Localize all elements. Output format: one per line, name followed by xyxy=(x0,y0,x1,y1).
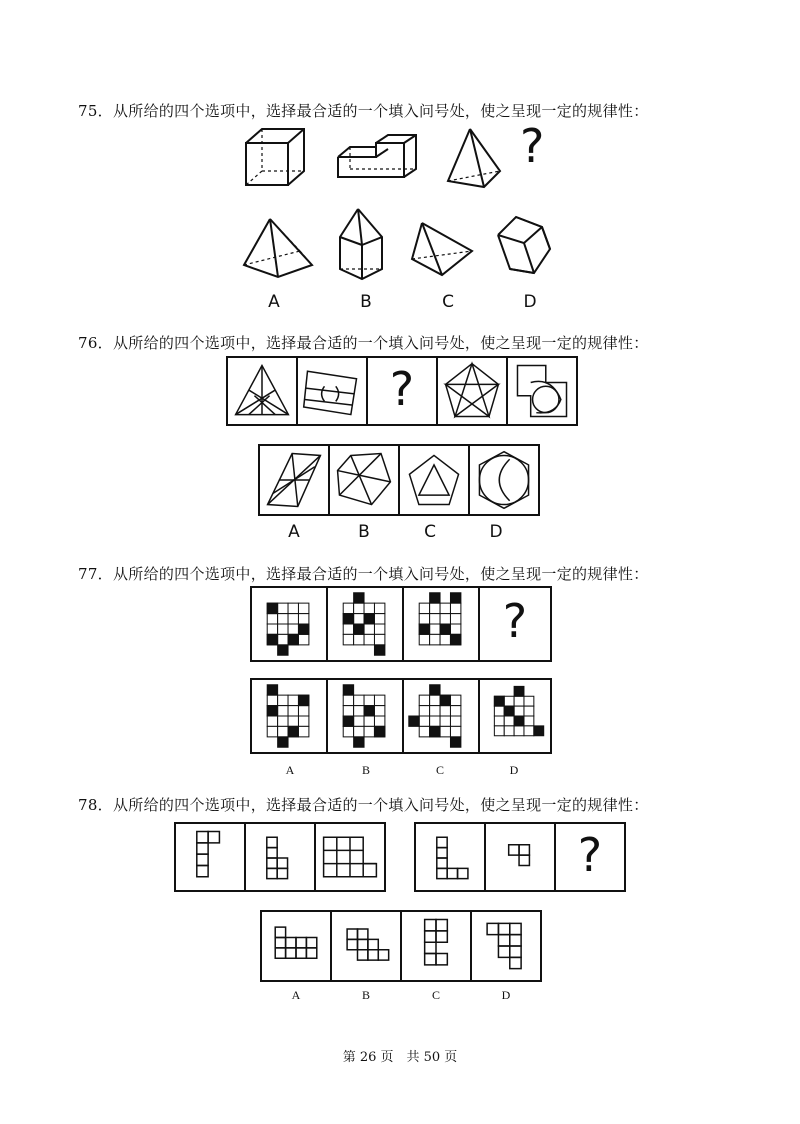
q78-option-a[interactable] xyxy=(260,910,332,982)
grid-cell xyxy=(288,716,298,726)
q78-stem-6 xyxy=(554,822,626,892)
q76-label-b: B xyxy=(358,522,370,542)
grid-cell xyxy=(450,614,460,624)
grid-cell xyxy=(419,603,429,613)
q76-stem-row xyxy=(226,356,576,426)
grid-cell xyxy=(354,614,364,624)
black-square xyxy=(288,634,298,644)
grid-cell xyxy=(514,706,524,716)
grid-cell xyxy=(494,706,504,716)
q76-stem-4 xyxy=(436,356,508,426)
black-square xyxy=(298,695,308,705)
q75-label-a: A xyxy=(268,292,280,312)
grid-cell xyxy=(267,624,277,634)
grid-cell xyxy=(343,695,353,705)
q77-option-a[interactable] xyxy=(250,678,328,754)
grid-cell xyxy=(430,716,440,726)
grid-cell xyxy=(440,614,450,624)
q75-label-c: C xyxy=(442,292,454,312)
black-square xyxy=(364,706,374,716)
pyramid-figure xyxy=(444,125,504,190)
grid-cell xyxy=(364,624,374,634)
grid-cell xyxy=(278,695,288,705)
grid-cell xyxy=(364,634,374,644)
black-square xyxy=(450,593,460,603)
q76-stem-1 xyxy=(226,356,298,426)
black-square xyxy=(343,716,353,726)
grid-cell xyxy=(298,726,308,736)
grid-cell xyxy=(514,726,524,736)
grid-cell xyxy=(374,695,384,705)
black-square xyxy=(374,726,384,736)
black-square xyxy=(354,593,364,603)
q78-option-row xyxy=(260,910,540,982)
grid-cell xyxy=(419,695,429,705)
grid-cell xyxy=(267,726,277,736)
black-square xyxy=(298,624,308,634)
q77-option-c[interactable] xyxy=(402,678,480,754)
black-square xyxy=(430,593,440,603)
grid-cell xyxy=(364,695,374,705)
grid-cell xyxy=(278,624,288,634)
question-76-text: 76．从所给的四个选项中，选择最合适的一个填入问号处，使之呈现一定的规律性： xyxy=(78,334,649,352)
black-square xyxy=(267,603,277,613)
grid-cell xyxy=(430,695,440,705)
grid-cell xyxy=(419,716,429,726)
grid-cell xyxy=(298,603,308,613)
q75-options xyxy=(240,205,570,285)
grid-cell xyxy=(514,696,524,706)
grid-cell xyxy=(440,603,450,613)
grid-cell xyxy=(524,696,534,706)
grid-cell xyxy=(298,716,308,726)
grid-cell xyxy=(450,603,460,613)
grid-cell xyxy=(374,603,384,613)
q77-label-b: B xyxy=(361,763,370,777)
grid-cell xyxy=(430,634,440,644)
grid-cell xyxy=(504,696,514,706)
grid-cell xyxy=(278,603,288,613)
q76-stem-5 xyxy=(506,356,578,426)
black-square xyxy=(430,685,440,695)
grid-cell xyxy=(298,706,308,716)
grid-cell xyxy=(419,614,429,624)
black-square xyxy=(354,737,364,747)
grid-cell xyxy=(374,716,384,726)
q78-stem-1 xyxy=(174,822,246,892)
grid-cell xyxy=(288,624,298,634)
q77-label-d: D xyxy=(509,763,519,777)
grid-cell xyxy=(450,695,460,705)
grid-cell xyxy=(494,726,504,736)
grid-cell xyxy=(354,726,364,736)
q76-option-c[interactable] xyxy=(398,444,470,516)
grid-cell xyxy=(288,695,298,705)
grid-cell xyxy=(343,726,353,736)
q78-label-c: C xyxy=(431,988,440,1002)
black-square xyxy=(364,614,374,624)
grid-cell xyxy=(450,624,460,634)
black-square xyxy=(514,716,524,726)
q75-option-a-figure[interactable] xyxy=(240,215,316,279)
q77-option-d[interactable] xyxy=(478,678,552,754)
black-square xyxy=(494,696,504,706)
black-square xyxy=(430,726,440,736)
grid-cell xyxy=(267,614,277,624)
q78-label-a: A xyxy=(291,988,301,1002)
grid-cell xyxy=(354,716,364,726)
q76-option-a[interactable] xyxy=(258,444,330,516)
grid-cell xyxy=(278,726,288,736)
black-square xyxy=(278,737,288,747)
black-square xyxy=(440,624,450,634)
grid-cell xyxy=(267,695,277,705)
black-square xyxy=(450,737,460,747)
black-square xyxy=(343,685,353,695)
q77-option-b[interactable] xyxy=(326,678,404,754)
question-77-text: 77．从所给的四个选项中，选择最合适的一个填入问号处，使之呈现一定的规律性： xyxy=(78,565,649,583)
black-square xyxy=(278,645,288,655)
black-square xyxy=(374,645,384,655)
grid-cell xyxy=(419,726,429,736)
black-square xyxy=(419,624,429,634)
black-square xyxy=(450,634,460,644)
grid-cell xyxy=(278,634,288,644)
q76-stem-2 xyxy=(296,356,368,426)
black-square xyxy=(343,614,353,624)
q75-option-c-figure[interactable] xyxy=(408,219,476,279)
q78-option-d[interactable] xyxy=(470,910,542,982)
q75-label-d: D xyxy=(523,292,537,312)
black-square xyxy=(288,726,298,736)
grid-cell xyxy=(278,614,288,624)
grid-cell xyxy=(524,706,534,716)
q78-label-d: D xyxy=(501,988,511,1002)
grid-cell xyxy=(298,634,308,644)
q78-question-mark: ? xyxy=(577,828,603,882)
grid-cell xyxy=(440,706,450,716)
q77-stem-1 xyxy=(250,586,328,662)
q78-stem-3 xyxy=(314,822,386,892)
q76-option-d[interactable] xyxy=(468,444,540,516)
grid-cell xyxy=(430,706,440,716)
grid-cell xyxy=(374,614,384,624)
black-square xyxy=(267,685,277,695)
grid-cell xyxy=(354,706,364,716)
grid-cell xyxy=(450,726,460,736)
q76-label-c: C xyxy=(424,522,436,542)
question-78-text: 78．从所给的四个选项中，选择最合适的一个填入问号处，使之呈现一定的规律性： xyxy=(78,796,649,814)
q78-option-c[interactable] xyxy=(400,910,472,982)
grid-cell xyxy=(430,603,440,613)
black-square xyxy=(267,706,277,716)
page-footer: 第 26 页 共 50 页 xyxy=(342,1050,458,1065)
grid-cell xyxy=(267,716,277,726)
q76-option-row xyxy=(258,444,538,516)
q78-stem-2 xyxy=(244,822,316,892)
grid-cell xyxy=(288,706,298,716)
grid-cell xyxy=(343,634,353,644)
grid-cell xyxy=(374,634,384,644)
grid-cell xyxy=(374,706,384,716)
black-square xyxy=(440,695,450,705)
q75-option-b-figure[interactable] xyxy=(332,205,392,285)
black-square xyxy=(354,624,364,634)
grid-cell xyxy=(374,624,384,634)
grid-cell xyxy=(430,614,440,624)
question-75-text: 75．从所给的四个选项中，选择最合适的一个填入问号处，使之呈现一定的规律性： xyxy=(78,102,649,120)
black-square xyxy=(409,716,419,726)
black-square xyxy=(514,686,524,696)
grid-cell xyxy=(364,726,374,736)
l-prism-figure xyxy=(332,133,422,193)
q78-label-b: B xyxy=(361,988,370,1002)
q77-label-c: C xyxy=(435,763,444,777)
grid-cell xyxy=(440,634,450,644)
q75-label-b: B xyxy=(360,292,372,312)
q77-stem-row xyxy=(250,586,552,662)
q76-option-b[interactable] xyxy=(328,444,400,516)
q78-option-b[interactable] xyxy=(330,910,402,982)
grid-cell xyxy=(354,603,364,613)
q76-label-d: D xyxy=(489,522,503,542)
q77-option-row xyxy=(250,678,552,754)
grid-cell xyxy=(494,716,504,726)
grid-cell xyxy=(450,706,460,716)
grid-cell xyxy=(364,603,374,613)
q78-stem-5 xyxy=(484,822,556,892)
grid-cell xyxy=(419,634,429,644)
grid-cell xyxy=(288,603,298,613)
grid-cell xyxy=(354,695,364,705)
grid-cell xyxy=(524,716,534,726)
black-square xyxy=(504,706,514,716)
q75-question-mark: ? xyxy=(520,119,545,173)
grid-cell xyxy=(504,726,514,736)
grid-cell xyxy=(440,716,450,726)
q75-option-d-figure[interactable] xyxy=(494,213,556,281)
grid-cell xyxy=(278,706,288,716)
grid-cell xyxy=(440,726,450,736)
cube-figure xyxy=(240,125,310,190)
q77-stem-4 xyxy=(478,586,552,662)
q77-label-a: A xyxy=(285,763,295,777)
grid-cell xyxy=(343,706,353,716)
grid-cell xyxy=(430,624,440,634)
q78-stem-row xyxy=(174,822,626,892)
q78-stem-4 xyxy=(414,822,486,892)
grid-cell xyxy=(504,716,514,726)
grid-cell xyxy=(419,706,429,716)
grid-cell xyxy=(298,614,308,624)
q75-stem-figures xyxy=(240,119,670,195)
black-square xyxy=(534,726,544,736)
grid-cell xyxy=(524,726,534,736)
q77-stem-2 xyxy=(326,586,404,662)
grid-cell xyxy=(364,716,374,726)
grid-cell xyxy=(354,634,364,644)
grid-cell xyxy=(450,716,460,726)
q76-question-mark: ? xyxy=(389,362,415,416)
grid-cell xyxy=(343,624,353,634)
grid-cell xyxy=(288,614,298,624)
q77-stem-3 xyxy=(402,586,480,662)
grid-cell xyxy=(343,603,353,613)
q76-label-a: A xyxy=(288,522,300,542)
black-square xyxy=(267,634,277,644)
q77-question-mark: ? xyxy=(502,594,528,648)
q76-stem-3 xyxy=(366,356,438,426)
grid-cell xyxy=(278,716,288,726)
